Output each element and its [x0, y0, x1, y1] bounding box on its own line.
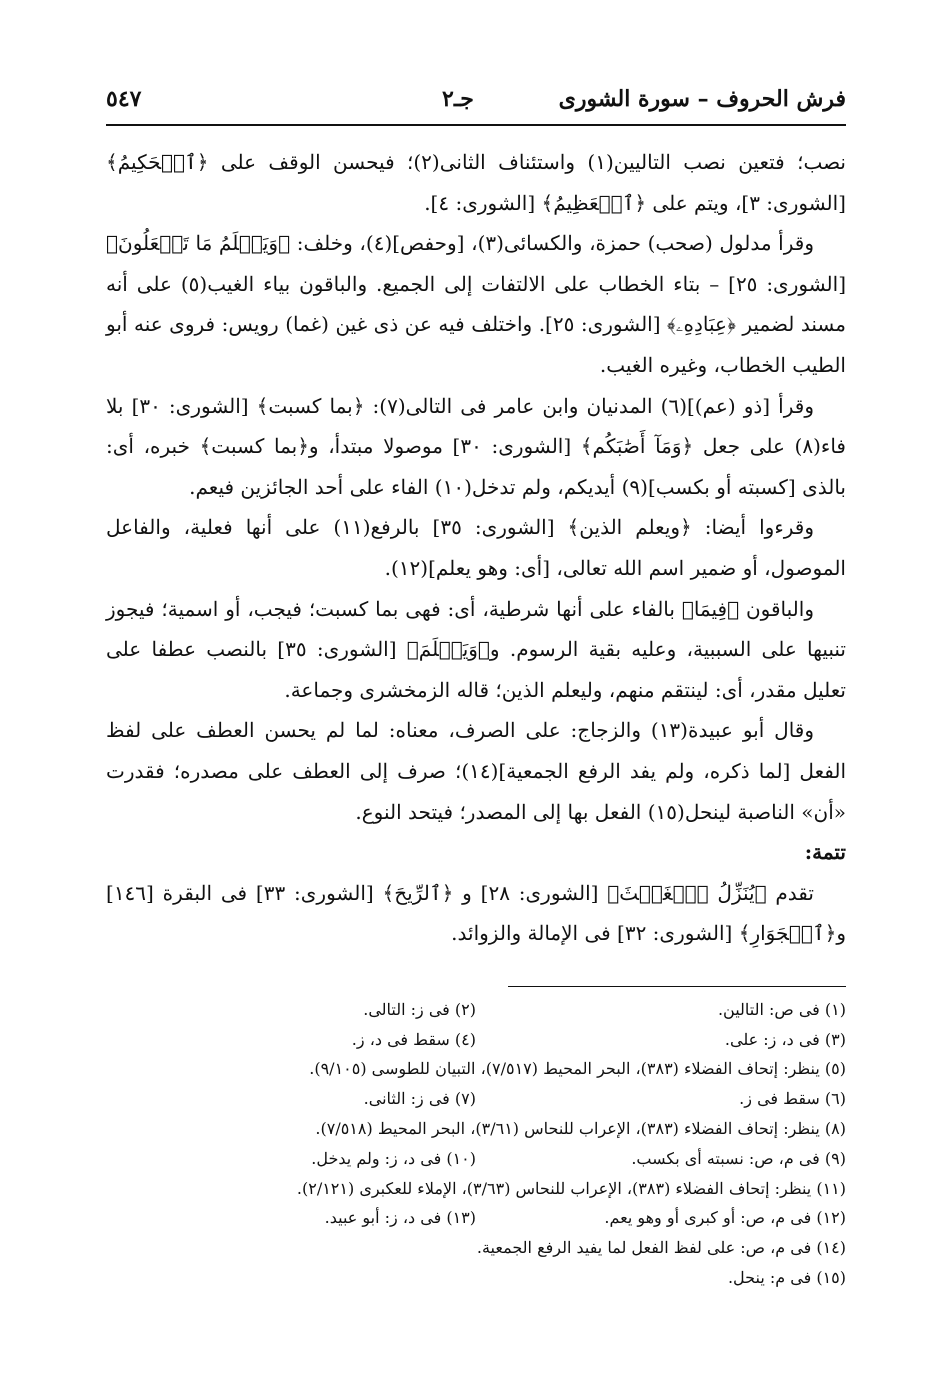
footnote: (٩) فى م، ص: نسبته أى بكسب.	[631, 1148, 846, 1168]
running-title: فرش الحروف – سورة الشورى	[558, 86, 846, 112]
footnote: (١٣) فى د، ز: أبو عبيد.	[324, 1208, 476, 1228]
footnotes	[106, 995, 846, 1293]
footnote: (٣) فى د، ز: على.	[724, 1029, 846, 1049]
section-title: تتمة:	[804, 840, 846, 865]
page-number: ٥٤٧	[106, 86, 142, 112]
footnote: (١٠) فى د، ز: ولم يدخل.	[311, 1148, 476, 1168]
footnote: (١٤) فى م، ص: على لفظ الفعل لما يفيد الرفع الجمعية.	[476, 1238, 846, 1258]
footnote: (٨) ينظر: إتحاف الفضلاء (٣٨٣)، الإعراب للنحاس (٣/٦١)، البحر المحيط (٧/٥١٨).	[315, 1119, 846, 1139]
footnote: (١٥) فى م: ينحل.	[727, 1268, 846, 1288]
paragraph: وقرأ مدلول (صحب) حمزة، والكسائى(٣)، [وحفص](٤)، وخلف: ﴿وَيَعۡلَمُ مَا تَفۡعَلُونَ﴾ [الشورى: ٢٥] – بتاء الخطاب على الالتفات إلى الجميع. والباقون بياء الغيب(٥) على أنه مسند لضمير ﴿عِبَادِهِۦ﴾ [الشورى: ٢٥]. واختلف فيه عن ذى غين (غما) رويس: فروى عنه أبو الطيب الخطاب، وغيره الغيب.	[106, 231, 846, 377]
footnote: (١٢) فى م، ص: أو كبرى أو وهو يعم.	[604, 1208, 846, 1228]
page-header	[106, 80, 846, 126]
footnote: (١) فى ص: التالين.	[717, 999, 846, 1019]
footnote: (١١) ينظر: إتحاف الفضلاء (٣٨٣)، الإعراب للنحاس (٣/٦٣)، الإملاء للعكبرى (٢/١٢١).	[296, 1178, 846, 1198]
footnote: (٥) ينظر: إتحاف الفضلاء (٣٨٣)، البحر المحيط (٧/٥١٧)، التبيان للطوسى (٩/١٠٥).	[309, 1059, 846, 1079]
footnote: (٤) سقط فى د، ز.	[351, 1029, 476, 1049]
paragraph: وقرءوا أيضا: ﴿ويعلم الذين﴾ [الشورى: ٣٥] بالرفع(١١) على أنها فعلية، والفاعل الموصول، أو ضمير اسم الله تعالى، [أى: وهو يعلم](١٢).	[106, 515, 846, 580]
volume-label: جـ٢	[442, 86, 474, 112]
footnote: (٧) فى ز: الثانى.	[363, 1089, 476, 1109]
paragraph: وقرأ [ذو (عم)](٦) المدنيان وابن عامر فى التالى(٧): ﴿بما كسبت﴾ [الشورى: ٣٠] بلا فاء(٨) على جعل ﴿وَمَآ أَصَٰبَكُم﴾ [الشورى: ٣٠] موصولا مبتدأ، و﴿بما كسبت﴾ خبره، أى: بالذى [كسبته أو بكسب](٩) أيديكم، ولم تدخل(١٠) الفاء على أحد الجائزين فيعم.	[106, 393, 846, 499]
main-text	[106, 142, 846, 954]
footnote: (٦) سقط فى ز.	[739, 1089, 846, 1109]
footnote-divider	[508, 986, 846, 987]
paragraph: والباقون ﴿فِيمَا﴾ بالفاء على أنها شرطية، أى: فهى بما كسبت؛ فيجب، أو اسمية؛ فيجوز تنبيها على السببية، وعليه بقية الرسوم. و﴿وَيَعۡلَمَ﴾ [الشورى: ٣٥] بالنصب عطفا على تعليل مقدر، أى: لينتقم منهم، وليعلم الذين؛ قاله الزمخشرى وجماعة.	[106, 596, 847, 702]
footnote: (٢) فى ز: التالى.	[363, 999, 476, 1019]
book-page	[106, 80, 846, 1293]
paragraph: تقدم ﴿يُنَزِّلُ ٱلۡغَيۡثَ﴾ [الشورى: ٢٨] و ﴿ٱلرِّيحَ﴾ [الشورى: ٣٣] فى البقرة [١٤٦] و﴿ٱلۡجَوَارِ﴾ [الشورى: ٣٢] فى الإمالة والزوائد.	[106, 880, 846, 946]
paragraph: نصب؛ فتعين نصب التاليين(١) واستئناف الثانى(٢)؛ فيحسن الوقف على ﴿ٱلۡحَكِيمُ﴾ [الشورى: ٣]، ويتم على ﴿ٱلۡعَظِيمُ﴾ [الشورى: ٤].	[106, 150, 846, 215]
paragraph: وقال أبو عبيدة(١٣) والزجاج: على الصرف، معناه: لما لم يحسن العطف على لفظ الفعل [لما ذكره، ولم يفد الرفع الجمعية](١٤)؛ صرف إلى العطف على مصدره؛ فقدرت «أن» الناصبة لينحل(١٥) الفعل بها إلى المصدر؛ فيتحد النوع.	[106, 718, 846, 824]
